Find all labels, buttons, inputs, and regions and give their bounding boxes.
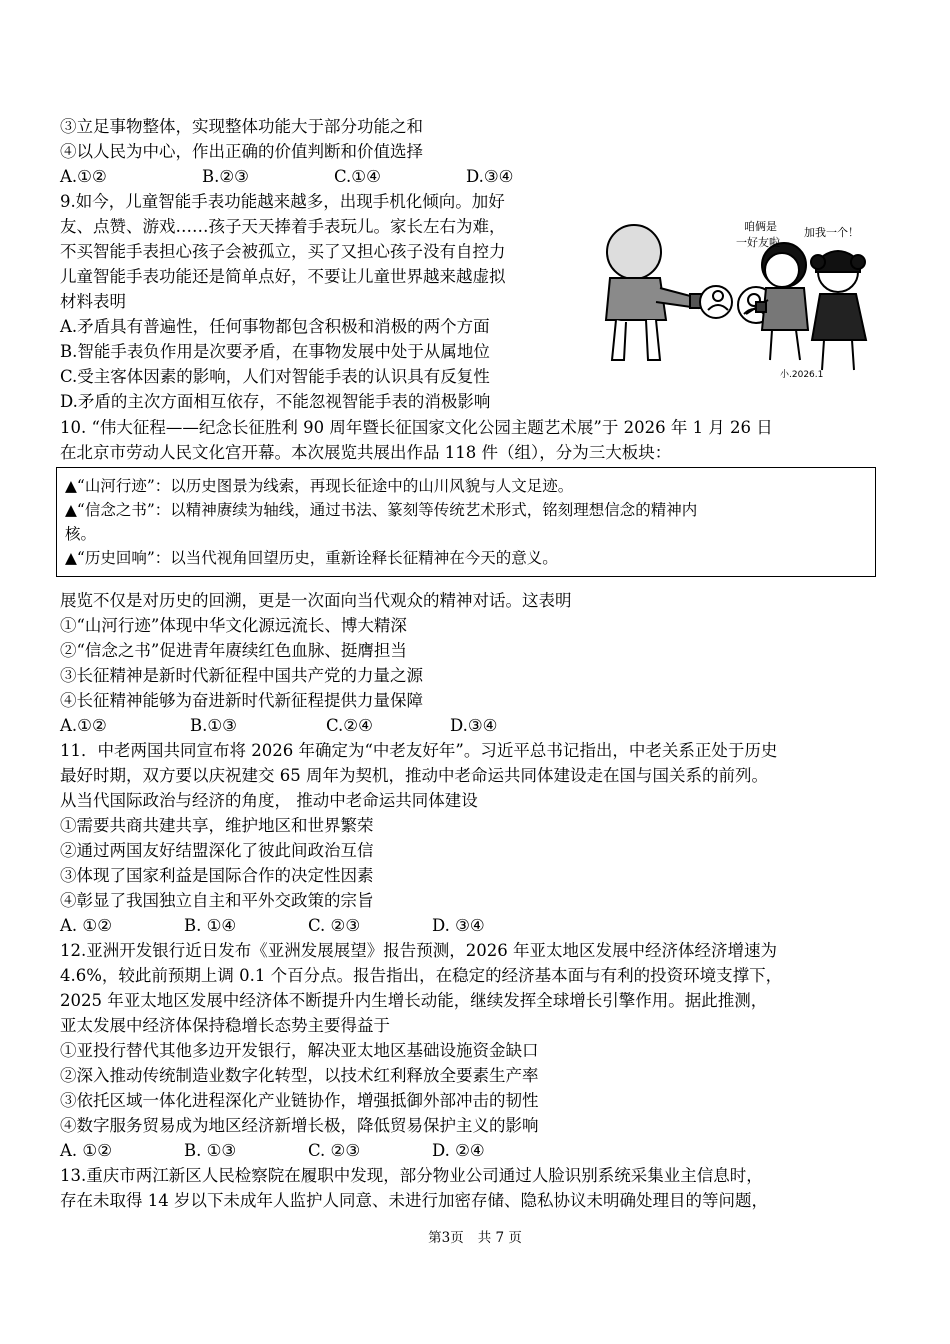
cartoon-signature: 小.2026.1 (780, 370, 824, 380)
bubble-1-line-1: 咱俩是 (744, 220, 777, 233)
q13-stem-line-2: 存在未取得 14 岁以下未成年人监护人同意、未进行加密存储、隐私协议未明确处理目的等问题， (60, 1191, 768, 1210)
q11-options (60, 914, 485, 938)
q9-option-b: B.智能手表负作用是次要矛盾，在事物发展中处于从属地位 (60, 342, 490, 361)
q11-stem-line-1: 11．中老两国共同宣布将 2026 年确定为“中老友好年”。习近平总书记指出，中老关系正处于历史 (60, 741, 778, 760)
q10-stem-line-3: 展览不仅是对历史的回溯，更是一次面向当代观众的精神对话。这表明 (60, 591, 572, 610)
q10-options (60, 714, 497, 738)
box-row-1: ▲“山河行迹”：以历史图景为线索，再现长征途中的山川风貌与人文足迹。 (65, 477, 574, 495)
q10-item-1: ①“山河行迹”体现中华文化源远流长、博大精深 (60, 616, 407, 635)
box-row-2a: ▲“信念之书”：以精神赓续为轴线，通过书法、篆刻等传统艺术形式，铭刻理想信念的精神内 (65, 501, 698, 519)
box-row-2b: 核。 (65, 525, 97, 543)
q10-item-4: ④长征精神能够为奋进新时代新征程提供力量保障 (60, 691, 423, 710)
q8-option-b: B.②③ (202, 167, 249, 186)
q8-option-c: C.①④ (334, 167, 381, 186)
q12-stem-line-4: 亚太发展中经济体保持稳增长态势主要得益于 (60, 1016, 390, 1035)
q10-option-d: D.③④ (450, 716, 498, 735)
q10-stem-line-2: 在北京市劳动人民文化宫开幕。本次展览共展出作品 118 件（组），分为三大板块： (60, 443, 672, 462)
q12-option-a: A. ①② (60, 1141, 112, 1160)
q11-item-1: ①需要共商共建共享，维护地区和世界繁荣 (60, 816, 374, 835)
q11-item-3: ③体现了国家利益是国际合作的决定性因素 (60, 866, 374, 885)
q11-stem-line-3: 从当代国际政治与经济的角度， 推动中老命运共同体建设 (60, 791, 478, 810)
q12-option-c: C. ②③ (308, 1141, 361, 1160)
middle-boy-body (762, 288, 808, 330)
girl-legs (822, 340, 854, 370)
q11-stem-line-2: 最好时期，双方要以庆祝建交 65 周年为契机，推动中老命运共同体建设走在国与国关系的前列。 (60, 766, 768, 785)
left-boy-legs (612, 320, 660, 360)
q8-item-4: ④以人民为中心，作出正确的价值判断和价值选择 (60, 142, 423, 161)
q11-item-4: ④彰显了我国独立自主和平外交政策的宗旨 (60, 891, 374, 910)
q11-option-c: C. ②③ (308, 916, 361, 935)
q12-options (60, 1139, 485, 1163)
q12-option-d: D. ②④ (432, 1141, 485, 1160)
q9-option-a: A.矛盾具有普遍性，任何事物都包含积极和消极的两个方面 (60, 317, 490, 336)
q10-item-2: ②“信念之书”促进青年赓续红色血脉、挺膺担当 (60, 641, 407, 660)
q12-stem-line-2: 4.6%，较此前预期上调 0.1 个百分点。报告指出，在稳定的经济基本面与有利的投资环境支撑下， (60, 966, 783, 985)
girl-dress (812, 294, 866, 340)
left-boy-head (607, 225, 661, 279)
q9-stem-line-4: 儿童智能手表功能还是简单点好，不要让儿童世界越来越虚拟 (60, 267, 506, 286)
q8-item-3: ③立足事物整体，实现整体功能大于部分功能之和 (60, 117, 423, 136)
q11-option-d: D. ③④ (432, 916, 485, 935)
q13-stem-line-1: 13.重庆市两江新区人民检察院在履职中发现，部分物业公司通过人脸识别系统采集业主信息时， (60, 1166, 763, 1185)
q12-item-4: ④数字服务贸易成为地区经济新增长极，降低贸易保护主义的影响 (60, 1116, 539, 1135)
smartwatch-cartoon (586, 210, 872, 382)
q10-exhibition-box (56, 467, 876, 577)
q9-stem-line-2: 友、点赞、游戏……孩子天天捧着手表玩儿。家长左右为难， (60, 217, 506, 236)
q8-options (60, 165, 513, 189)
q12-item-1: ①亚投行替代其他多边开发银行，解决亚太地区基础设施资金缺口 (60, 1041, 539, 1060)
q12-option-b: B. ①③ (184, 1141, 237, 1160)
q12-stem-line-1: 12.亚洲开发银行近日发布《亚洲发展展望》报告预测，2026 年亚太地区发展中经济体经济增速为 (60, 941, 777, 960)
q12-item-2: ②深入推动传统制造业数字化转型，以技术红利释放全要素生产率 (60, 1066, 539, 1085)
q8-option-d: D.③④ (466, 167, 514, 186)
q10-option-b: B.①③ (190, 716, 237, 735)
bubble-2: 加我一个！ (804, 226, 859, 239)
q11-option-b: B. ①④ (184, 916, 237, 935)
q9-option-c: C.受主客体因素的影响，人们对智能手表的认识具有反复性 (60, 367, 490, 386)
q9-stem-line-3: 不买智能手表担心孩子会被孤立，买了又担心孩子没有自控力 (60, 242, 506, 261)
q10-stem-line-1: 10. “伟大征程——纪念长征胜利 90 周年暨长征国家文化公园主题艺术展”于 2026 年 1 月 26 日 (60, 418, 773, 437)
box-row-3: ▲“历史回响”：以当代视角回望历史，重新诠释长征精神在今天的意义。 (65, 549, 558, 567)
q9-stem-line-1: 9.如今，儿童智能手表功能越来越多，出现手机化倾向。加好 (60, 192, 505, 211)
q10-option-a: A.①② (60, 716, 107, 735)
page-total: 共 7 页 (477, 1230, 522, 1246)
q10-option-c: C.②④ (326, 716, 373, 735)
q8-option-a: A.①② (60, 167, 107, 186)
q12-item-3: ③依托区域一体化进程深化产业链协作，增强抵御外部冲击的韧性 (60, 1091, 539, 1110)
q11-item-2: ②通过两国友好结盟深化了彼此间政治互信 (60, 841, 374, 860)
page-number: 第3页 (428, 1230, 464, 1246)
q9-option-d: D.矛盾的主次方面相互依存，不能忽视智能手表的消极影响 (60, 392, 491, 411)
q10-item-3: ③长征精神是新时代新征程中国共产党的力量之源 (60, 666, 423, 685)
middle-boy-legs (770, 330, 800, 360)
middle-boy-watch (756, 302, 766, 312)
q9-stem-line-5: 材料表明 (60, 292, 126, 311)
q11-option-a: A. ①② (60, 916, 112, 935)
page-footer (0, 1226, 950, 1246)
q12-stem-line-3: 2025 年亚太地区发展中经济体不断提升内生增长动能，继续发挥全球增长引擎作用。据此推测， (60, 991, 768, 1010)
bubble-1-line-2: 一好友啦 (736, 236, 780, 249)
